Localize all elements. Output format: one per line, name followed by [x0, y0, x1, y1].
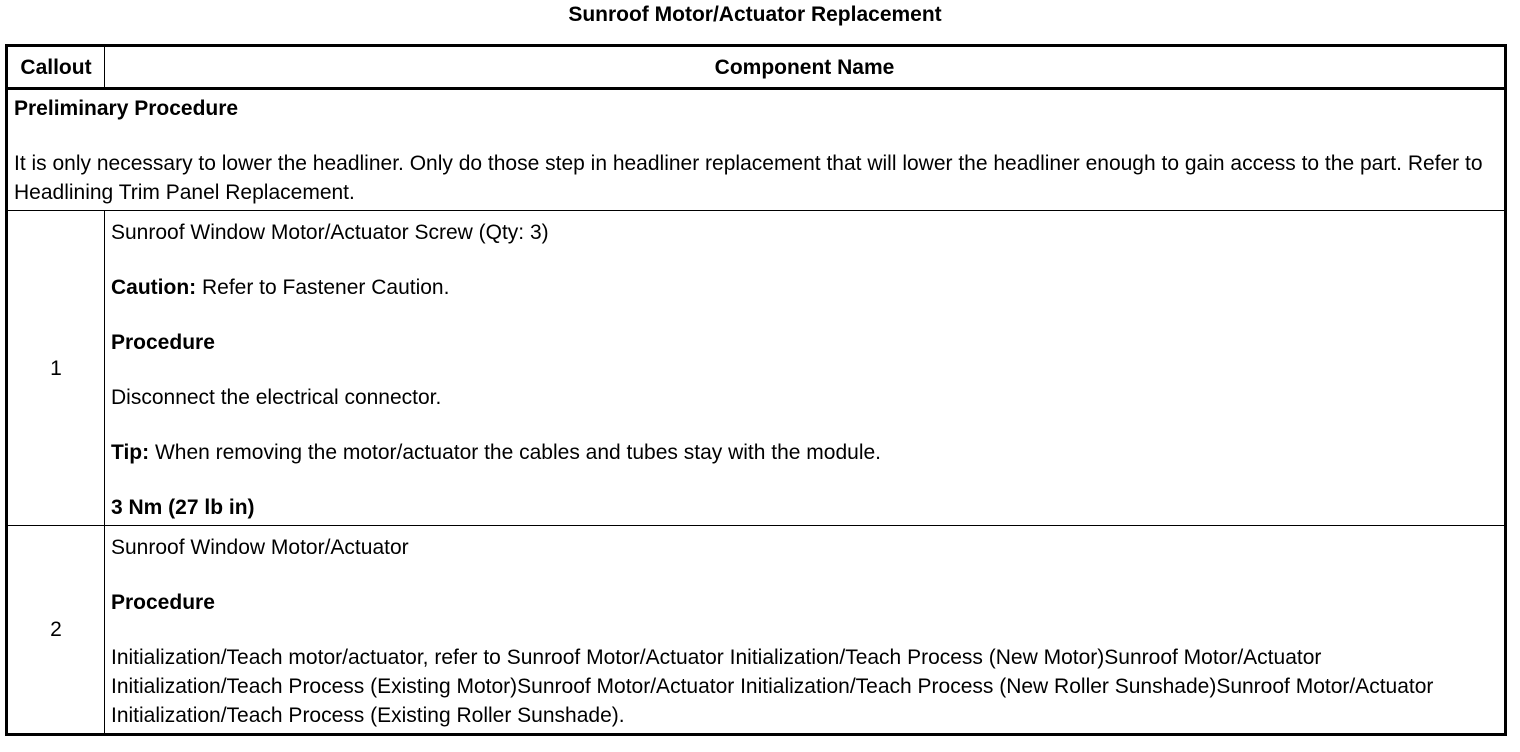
procedure-text: Disconnect the electrical connector. [111, 386, 442, 409]
preliminary-procedure-cell [7, 89, 1506, 211]
table-header-row [7, 46, 1506, 89]
column-header-callout: Callout [7, 46, 105, 89]
procedure-table [5, 44, 1507, 736]
procedure-text: Initialization/Teach motor/actuator, refer to Sunroof Motor/Actuator Initialization/Teach Process (New Motor)Sunroof Motor/Actuator Initialization/Teach Process (Existing Motor)Sunroof Motor/Actuator Initialization/Teach Process (New Roller Sunshade)Sunroof Motor/Actuator Initialization/Teach Process (Existing Roller Sunshade). [111, 646, 1434, 727]
preliminary-procedure-text: It is only necessary to lower the headliner. Only do those step in headliner replacement that will lower the headliner enough to gain access to the part. Refer to Headlining Trim Panel Replacement. [14, 152, 1483, 204]
component-cell [105, 526, 1506, 735]
callout-number: 1 [7, 211, 105, 526]
preliminary-procedure-row [7, 89, 1506, 211]
caution-text: Refer to Fastener Caution. [196, 276, 450, 299]
tip-note [111, 438, 1498, 467]
caution-note [111, 273, 1498, 302]
component-name: Sunroof Window Motor/Actuator Screw (Qty: 3) [111, 221, 549, 244]
table-row [7, 211, 1506, 526]
preliminary-procedure-heading: Preliminary Procedure [14, 97, 239, 120]
caution-label: Caution: [111, 276, 197, 299]
torque-spec: 3 Nm (27 lb in) [111, 496, 255, 519]
procedure-heading: Procedure [111, 591, 215, 614]
component-name: Sunroof Window Motor/Actuator [111, 536, 409, 559]
component-cell [105, 211, 1506, 526]
table-row [7, 526, 1506, 735]
page-title: Sunroof Motor/Actuator Replacement [568, 3, 942, 26]
tip-label: Tip: [111, 441, 150, 464]
tip-text: When removing the motor/actuator the cables and tubes stay with the module. [149, 441, 882, 464]
callout-number: 2 [7, 526, 105, 735]
procedure-heading: Procedure [111, 331, 215, 354]
column-header-component-name: Component Name [105, 46, 1506, 89]
